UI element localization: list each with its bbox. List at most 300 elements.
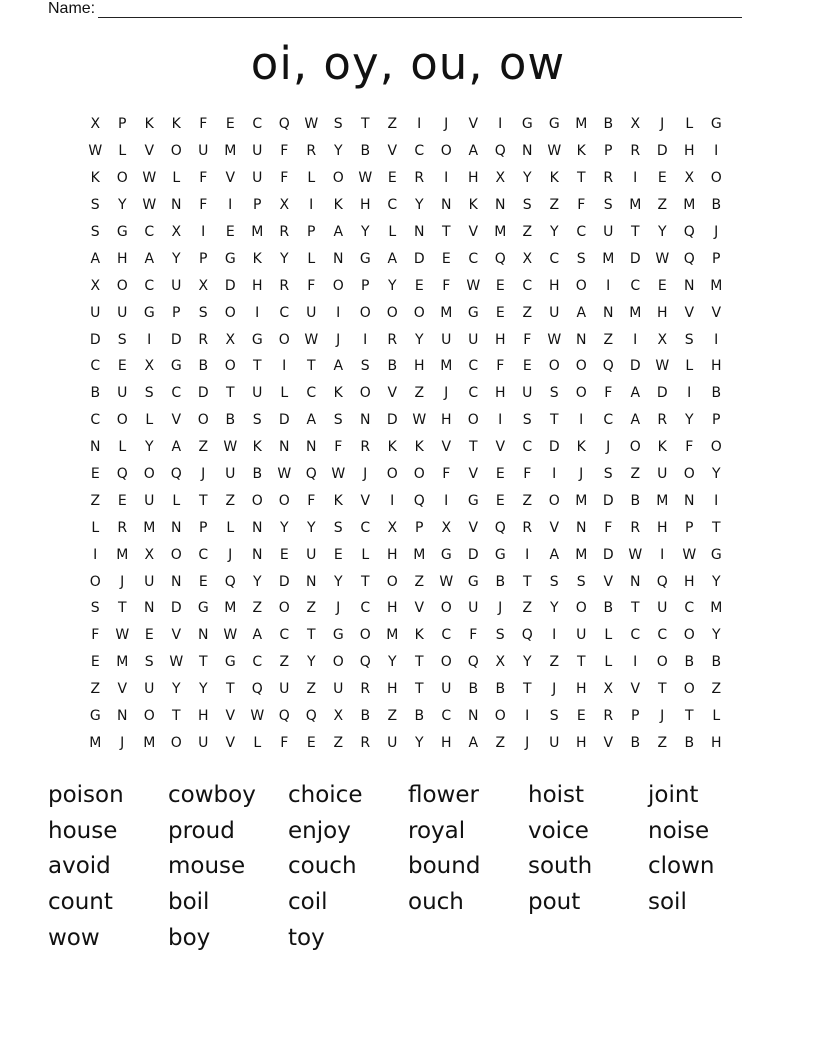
grid-letter: Y: [414, 734, 425, 751]
grid-letter: K: [333, 197, 344, 214]
grid-letter: Y: [711, 573, 722, 590]
grid-letter: C: [630, 627, 641, 644]
word-list-item: boy: [168, 924, 211, 951]
grid-letter: I: [579, 412, 584, 429]
grid-letter: M: [575, 116, 588, 133]
grid-letter: T: [225, 681, 236, 698]
grid-letter: V: [468, 519, 479, 536]
grid-letter: S: [144, 654, 155, 671]
grid-letter: S: [522, 412, 533, 429]
grid-letter: C: [387, 197, 398, 214]
grid-letter: X: [90, 277, 101, 294]
grid-letter: F: [496, 358, 505, 375]
grid-letter: V: [225, 734, 236, 751]
grid-letter: Y: [333, 143, 344, 160]
grid-letter: M: [143, 519, 156, 536]
grid-letter: I: [444, 492, 449, 509]
grid-letter: H: [359, 197, 372, 214]
grid-letter: I: [714, 492, 719, 509]
grid-letter: W: [115, 627, 130, 644]
grid-letter: G: [332, 627, 345, 644]
grid-letter: B: [468, 681, 479, 698]
grid-letter: G: [116, 224, 129, 240]
grid-letter: U: [117, 385, 128, 402]
grid-letter: L: [307, 250, 316, 267]
grid-letter: V: [171, 627, 182, 644]
grid-letter: W: [439, 573, 454, 590]
grid-letter: O: [575, 277, 588, 294]
grid-letter: Q: [305, 466, 318, 483]
grid-letter: H: [197, 708, 210, 725]
grid-letter: D: [224, 277, 237, 294]
grid-letter: V: [414, 600, 425, 617]
grid-letter: R: [360, 439, 371, 456]
grid-letter: L: [172, 170, 181, 187]
grid-letter: F: [307, 492, 316, 509]
word-list-item: clown: [648, 853, 715, 880]
grid-letter: H: [548, 277, 561, 294]
grid-letter: G: [494, 546, 507, 563]
grid-letter: U: [306, 304, 317, 321]
grid-letter: C: [306, 385, 317, 402]
grid-letter: N: [603, 304, 614, 321]
grid-letter: O: [548, 358, 561, 375]
grid-letter: P: [712, 250, 721, 267]
grid-letter: U: [333, 681, 344, 698]
grid-letter: G: [251, 331, 264, 348]
grid-letter: H: [116, 250, 129, 267]
grid-letter: H: [710, 358, 723, 375]
grid-letter: T: [711, 519, 722, 536]
grid-letter: E: [225, 116, 236, 133]
grid-letter: R: [306, 143, 317, 160]
grid-letter: G: [359, 250, 372, 267]
grid-letter: A: [630, 385, 641, 402]
grid-letter: K: [252, 250, 263, 267]
grid-letter: C: [360, 600, 371, 617]
grid-letter: N: [144, 600, 155, 617]
grid-letter: B: [630, 734, 641, 751]
grid-letter: H: [656, 304, 669, 321]
grid-letter: T: [522, 573, 533, 590]
grid-letter: C: [657, 627, 668, 644]
grid-letter: X: [387, 519, 398, 536]
grid-letter: Q: [170, 466, 183, 483]
grid-letter: Z: [549, 197, 560, 214]
grid-letter: C: [522, 439, 533, 456]
grid-letter: A: [576, 304, 587, 321]
grid-letter: J: [606, 439, 611, 456]
grid-letter: D: [629, 358, 642, 375]
grid-letter: I: [336, 304, 341, 321]
grid-letter: Z: [90, 492, 101, 509]
grid-letter: L: [604, 627, 613, 644]
word-list-item: joint: [648, 782, 699, 808]
grid-letter: O: [224, 358, 237, 375]
grid-letter: C: [684, 600, 695, 617]
grid-letter: J: [363, 466, 368, 483]
word-list-item: bound: [408, 853, 481, 880]
grid-letter: T: [441, 224, 452, 240]
grid-letter: G: [89, 708, 102, 725]
grid-letter: G: [467, 492, 480, 509]
grid-letter: S: [333, 519, 344, 536]
grid-letter: X: [144, 546, 155, 563]
grid-letter: L: [712, 708, 721, 725]
grid-letter: O: [332, 277, 345, 294]
grid-letter: J: [525, 734, 530, 751]
grid-letter: A: [387, 250, 398, 267]
grid-letter: M: [224, 143, 237, 160]
grid-letter: T: [414, 654, 425, 671]
grid-letter: N: [306, 439, 317, 456]
grid-letter: U: [252, 170, 263, 187]
grid-letter: U: [468, 600, 479, 617]
grid-letter: R: [414, 170, 425, 187]
grid-letter: X: [603, 681, 614, 698]
grid-letter: C: [144, 224, 155, 240]
grid-letter: C: [468, 358, 479, 375]
grid-letter: H: [683, 573, 696, 590]
grid-letter: J: [228, 546, 233, 563]
grid-letter: Q: [494, 143, 507, 160]
grid-letter: O: [143, 466, 156, 483]
grid-letter: V: [225, 170, 236, 187]
word-list-item: cowboy: [168, 782, 256, 808]
grid-letter: I: [363, 331, 368, 348]
grid-letter: T: [117, 600, 128, 617]
grid-letter: I: [633, 170, 638, 187]
grid-letter: E: [522, 358, 533, 375]
grid-letter: R: [630, 143, 641, 160]
grid-letter: O: [413, 304, 426, 321]
grid-letter: E: [333, 546, 344, 563]
grid-letter: S: [117, 331, 128, 348]
word-list-item: couch: [288, 853, 357, 880]
word-list-item: house: [48, 817, 118, 844]
grid-letter: Z: [387, 708, 398, 725]
grid-letter: U: [306, 546, 317, 563]
grid-letter: A: [90, 250, 101, 267]
grid-letter: G: [710, 116, 723, 133]
name-field[interactable]: [48, 0, 742, 18]
grid-letter: V: [468, 224, 479, 240]
grid-letter: K: [468, 197, 479, 214]
grid-letter: Q: [224, 573, 237, 590]
word-list-item: soil: [648, 889, 687, 916]
grid-letter: T: [468, 439, 479, 456]
grid-letter: T: [198, 492, 209, 509]
grid-letter: E: [117, 358, 128, 375]
grid-letter: X: [90, 116, 101, 133]
grid-letter: V: [387, 385, 398, 402]
grid-letter: M: [440, 358, 453, 375]
grid-letter: Z: [306, 681, 317, 698]
grid-letter: W: [88, 143, 103, 160]
grid-letter: C: [90, 412, 101, 429]
grid-letter: P: [712, 412, 721, 429]
grid-letter: L: [307, 170, 316, 187]
grid-letter: T: [171, 708, 182, 725]
grid-letter: P: [631, 708, 640, 725]
grid-letter: O: [332, 654, 345, 671]
grid-letter: O: [440, 654, 453, 671]
grid-letter: M: [494, 224, 507, 240]
grid-letter: Q: [278, 708, 291, 725]
grid-letter: Y: [414, 197, 425, 214]
grid-letter: W: [547, 143, 562, 160]
grid-letter: Y: [387, 654, 398, 671]
grid-letter: J: [444, 116, 449, 133]
grid-letter: I: [498, 412, 503, 429]
grid-letter: W: [169, 654, 184, 671]
grid-letter: N: [684, 277, 695, 294]
grid-letter: H: [440, 412, 453, 429]
grid-letter: J: [336, 331, 341, 348]
grid-letter: P: [604, 143, 613, 160]
grid-letter: E: [495, 492, 506, 509]
grid-letter: Y: [711, 466, 722, 483]
grid-letter: I: [255, 304, 260, 321]
grid-letter: Z: [414, 573, 425, 590]
grid-letter: C: [252, 654, 263, 671]
grid-letter: U: [252, 143, 263, 160]
grid-letter: I: [201, 224, 206, 240]
grid-letter: N: [468, 708, 479, 725]
grid-letter: S: [333, 412, 344, 429]
grid-letter: O: [251, 492, 264, 509]
grid-letter: B: [198, 358, 209, 375]
grid-letter: O: [683, 681, 696, 698]
grid-letter: J: [714, 224, 719, 240]
grid-letter: C: [522, 277, 533, 294]
grid-letter: A: [333, 224, 344, 240]
grid-letter: O: [494, 708, 507, 725]
grid-letter: Y: [198, 681, 209, 698]
grid-letter: A: [333, 358, 344, 375]
grid-letter: N: [171, 573, 182, 590]
grid-letter: W: [142, 197, 157, 214]
grid-letter: O: [440, 600, 453, 617]
grid-letter: Z: [252, 600, 263, 617]
grid-letter: U: [387, 734, 398, 751]
grid-letter: J: [201, 466, 206, 483]
word-list-item: south: [528, 853, 593, 880]
grid-letter: V: [171, 412, 182, 429]
grid-letter: B: [495, 681, 506, 698]
grid-letter: M: [224, 600, 237, 617]
grid-letter: F: [577, 197, 586, 214]
grid-letter: C: [90, 358, 101, 375]
grid-letter: B: [711, 654, 722, 671]
grid-letter: D: [656, 385, 669, 402]
word-list-item: boil: [168, 889, 210, 916]
word-bank: [48, 778, 768, 956]
grid-letter: N: [333, 250, 344, 267]
grid-letter: Y: [144, 439, 155, 456]
grid-letter: I: [552, 627, 557, 644]
grid-letter: Z: [198, 439, 209, 456]
grid-letter: B: [630, 492, 641, 509]
grid-letter: O: [197, 412, 210, 429]
grid-letter: H: [494, 331, 507, 348]
grid-letter: I: [552, 466, 557, 483]
grid-letter: T: [576, 654, 587, 671]
grid-letter: K: [657, 439, 668, 456]
grid-letter: B: [711, 385, 722, 402]
grid-letter: H: [494, 385, 507, 402]
grid-letter: S: [603, 197, 614, 214]
grid-letter: T: [360, 116, 371, 133]
grid-letter: Y: [549, 600, 560, 617]
grid-letter: R: [603, 708, 614, 725]
grid-letter: Y: [171, 681, 182, 698]
grid-letter: F: [280, 734, 289, 751]
grid-letter: I: [714, 331, 719, 348]
grid-letter: M: [575, 546, 588, 563]
grid-letter: S: [360, 358, 371, 375]
grid-letter: G: [710, 546, 723, 563]
grid-letter: P: [307, 224, 316, 240]
grid-letter: Q: [413, 492, 426, 509]
grid-letter: I: [417, 116, 422, 133]
grid-letter: X: [279, 197, 290, 214]
grid-letter: N: [117, 708, 128, 725]
grid-letter: B: [603, 600, 614, 617]
grid-letter: U: [117, 304, 128, 321]
grid-letter: U: [198, 734, 209, 751]
grid-letter: Y: [279, 519, 290, 536]
grid-letter: Q: [467, 654, 480, 671]
grid-letter: O: [386, 466, 399, 483]
grid-letter: E: [441, 250, 452, 267]
word-list-item: ouch: [408, 889, 464, 916]
grid-letter: E: [495, 466, 506, 483]
grid-letter: E: [657, 277, 668, 294]
grid-letter: F: [91, 627, 100, 644]
word-list-item: royal: [408, 817, 466, 844]
grid-letter: X: [657, 331, 668, 348]
grid-letter: P: [172, 304, 181, 321]
grid-letter: P: [199, 519, 208, 536]
word-list-item: pout: [528, 889, 581, 916]
word-list-item: proud: [168, 817, 235, 844]
grid-letter: Y: [279, 250, 290, 267]
grid-letter: G: [143, 304, 156, 321]
grid-letter: Z: [549, 654, 560, 671]
grid-letter: U: [657, 466, 668, 483]
grid-letter: O: [467, 412, 480, 429]
grid-letter: X: [495, 170, 506, 187]
grid-letter: Q: [656, 573, 669, 590]
grid-letter: U: [441, 331, 452, 348]
grid-letter: J: [444, 385, 449, 402]
grid-letter: Q: [683, 250, 696, 267]
grid-letter: H: [683, 143, 696, 160]
grid-letter: X: [630, 116, 641, 133]
grid-letter: I: [633, 331, 638, 348]
grid-letter: G: [224, 654, 237, 671]
word-list-item: poison: [48, 782, 124, 808]
grid-letter: U: [603, 224, 614, 240]
grid-letter: S: [198, 304, 209, 321]
name-underline[interactable]: [98, 3, 742, 18]
grid-letter: P: [199, 250, 208, 267]
word-list-item: choice: [288, 782, 363, 808]
grid-letter: M: [143, 734, 156, 751]
word-list-item: noise: [648, 817, 710, 844]
grid-letter: F: [469, 627, 478, 644]
grid-letter: O: [170, 734, 183, 751]
grid-letter: O: [413, 466, 426, 483]
grid-letter: O: [143, 708, 156, 725]
grid-letter: I: [309, 197, 314, 214]
grid-letter: O: [278, 492, 291, 509]
grid-letter: W: [250, 708, 265, 725]
grid-letter: V: [684, 304, 695, 321]
grid-letter: S: [90, 600, 101, 617]
grid-letter: Z: [414, 385, 425, 402]
grid-letter: U: [144, 492, 155, 509]
grid-letter: Z: [522, 600, 533, 617]
grid-letter: G: [467, 573, 480, 590]
grid-letter: D: [467, 546, 480, 563]
grid-letter: O: [332, 170, 345, 187]
grid-letter: B: [360, 143, 371, 160]
grid-letter: Y: [333, 573, 344, 590]
grid-letter: H: [656, 519, 669, 536]
grid-letter: X: [495, 654, 506, 671]
grid-letter: C: [279, 304, 290, 321]
grid-letter: J: [120, 734, 125, 751]
grid-letter: H: [413, 358, 426, 375]
grid-letter: I: [228, 197, 233, 214]
grid-letter: E: [495, 304, 506, 321]
grid-letter: V: [549, 519, 560, 536]
grid-letter: Y: [117, 197, 128, 214]
grid-letter: V: [468, 466, 479, 483]
grid-letter: O: [710, 170, 723, 187]
grid-letter: I: [282, 358, 287, 375]
grid-letter: F: [199, 116, 208, 133]
grid-letter: X: [171, 224, 182, 240]
grid-letter: T: [198, 654, 209, 671]
grid-letter: V: [387, 143, 398, 160]
grid-letter: I: [498, 116, 503, 133]
grid-letter: L: [145, 412, 154, 429]
grid-letter: X: [522, 250, 533, 267]
grid-letter: M: [602, 250, 615, 267]
grid-letter: K: [252, 439, 263, 456]
grid-letter: S: [549, 573, 560, 590]
grid-letter: E: [90, 466, 101, 483]
grid-letter: S: [252, 412, 263, 429]
grid-letter: M: [683, 197, 696, 214]
grid-letter: O: [359, 304, 372, 321]
grid-letter: N: [360, 412, 371, 429]
grid-letter: O: [278, 600, 291, 617]
grid-letter: C: [144, 277, 155, 294]
grid-letter: Z: [90, 681, 101, 698]
grid-letter: F: [199, 197, 208, 214]
grid-letter: J: [579, 466, 584, 483]
grid-letter: S: [522, 197, 533, 214]
grid-letter: B: [90, 385, 101, 402]
grid-letter: K: [576, 439, 587, 456]
grid-letter: S: [90, 197, 101, 214]
grid-letter: O: [548, 492, 561, 509]
grid-letter: L: [361, 546, 370, 563]
